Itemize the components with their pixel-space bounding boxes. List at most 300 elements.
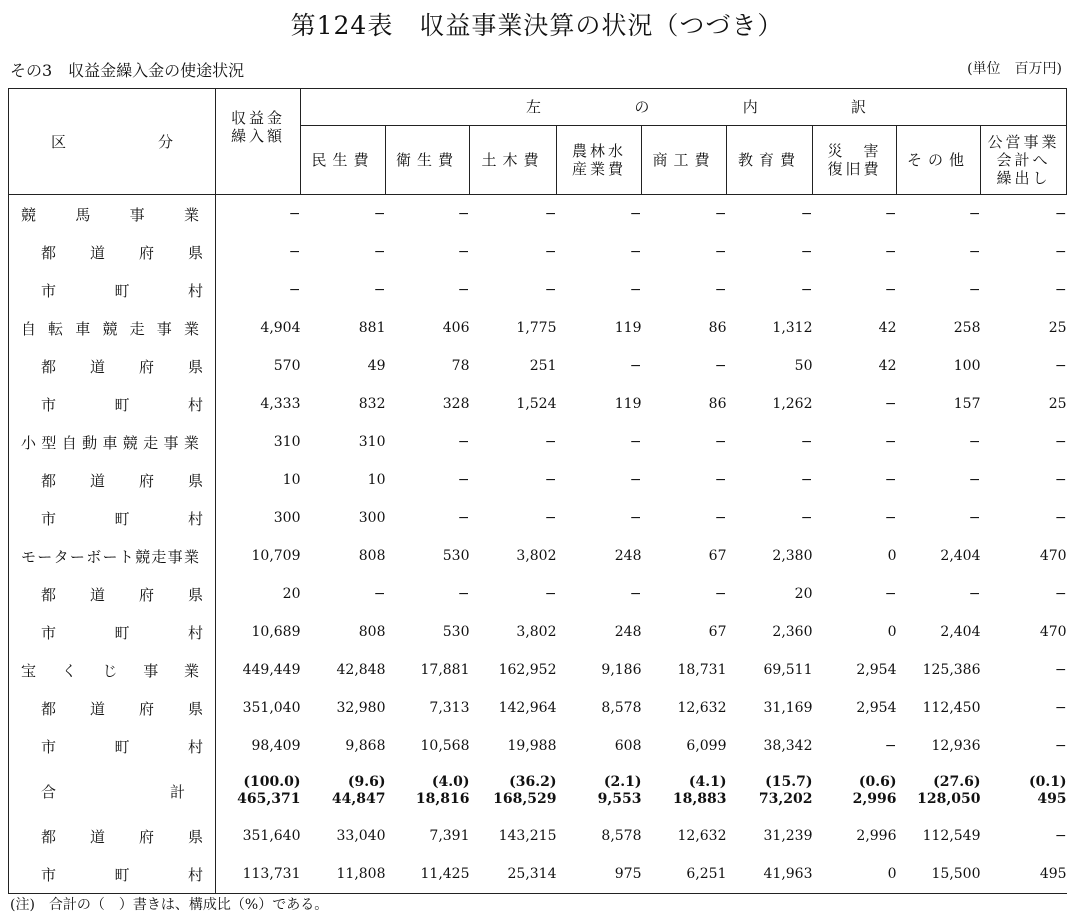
table-cell: 449,449: [242, 662, 301, 678]
table-cell: 10,568: [420, 738, 470, 754]
header-group: [301, 89, 1067, 126]
row-label-char: じ: [102, 661, 118, 680]
total-percent: (36.2): [509, 774, 557, 790]
table-cell: 12,936: [931, 738, 981, 754]
row-label-char: 小: [21, 433, 37, 452]
table-cell: −: [544, 586, 557, 602]
row-label-char: 事: [143, 661, 159, 680]
table-row: [9, 537, 1067, 575]
table-cell: 12,632: [677, 700, 727, 716]
table-cell: −: [629, 434, 642, 450]
table-cell: 0: [887, 548, 897, 564]
row-label-char: 計: [169, 782, 185, 801]
table-cell: 1,775: [516, 320, 557, 336]
row-label-char: 町: [114, 865, 130, 884]
table-cell: 975: [557, 855, 642, 894]
row-label-char: 業: [183, 433, 199, 452]
row-label-char: 自: [21, 319, 37, 338]
total-cell: [727, 765, 813, 817]
row-label-char: ボ: [86, 547, 102, 566]
table-cell: 38,342: [763, 738, 813, 754]
table-cell: −: [457, 282, 470, 298]
table-body: [9, 195, 1067, 894]
table-cell: 15,500: [897, 855, 981, 894]
table-cell: −: [1054, 206, 1067, 222]
table-cell: 86: [708, 320, 727, 336]
total-value: 73,202: [758, 791, 813, 807]
total-cell: [216, 765, 301, 817]
table-cell: −: [544, 244, 557, 260]
row-label-char: 村: [187, 395, 203, 414]
table-cell: −: [457, 586, 470, 602]
table-cell: 50: [794, 358, 813, 374]
row-label-char: 府: [138, 699, 154, 718]
table-cell: 310: [358, 434, 386, 450]
table-cell: 11,425: [386, 855, 470, 894]
column-header: [386, 126, 470, 195]
table-cell: −: [968, 472, 981, 488]
table-cell: −: [457, 510, 470, 526]
row-label-char: 県: [187, 827, 203, 846]
row-label: [9, 499, 216, 537]
table-cell: −: [714, 472, 727, 488]
table-row: [9, 575, 1067, 613]
table-cell: 3,802: [516, 624, 557, 640]
header-kubun-1: 区: [51, 132, 67, 151]
table-row: [9, 689, 1067, 727]
table-cell: −: [1054, 472, 1067, 488]
row-label-char: 道: [89, 827, 105, 846]
table-cell: −: [968, 206, 981, 222]
table-cell: −: [629, 358, 642, 374]
row-label-char: 市: [41, 623, 57, 642]
usage-table: [8, 88, 1067, 894]
table-cell: −: [884, 510, 897, 526]
table-subtitle: その3 収益金繰入金の使途状況: [10, 61, 245, 80]
table-row: [9, 727, 1067, 765]
table-row: [9, 651, 1067, 689]
column-header-line: 土木費: [481, 151, 545, 169]
table-cell: −: [373, 586, 386, 602]
total-cell: [301, 765, 386, 817]
table-row: [9, 233, 1067, 271]
table-cell: 18,731: [677, 662, 727, 678]
table-cell: −: [1054, 662, 1067, 678]
total-percent: (2.1): [603, 774, 642, 790]
row-label-char: 走: [143, 433, 159, 452]
column-header-line: 会計へ: [996, 151, 1051, 169]
row-label-char: 自: [61, 433, 77, 452]
table-cell: 31,239: [763, 828, 813, 844]
total-cell: [981, 765, 1067, 817]
row-label-char: 市: [41, 509, 57, 528]
total-value: 2,996: [852, 791, 897, 807]
table-cell: −: [1054, 358, 1067, 374]
row-label-char: 府: [138, 585, 154, 604]
table-cell: 112,549: [922, 828, 981, 844]
row-label-char: ト: [118, 547, 134, 566]
column-header-line: 復旧費: [827, 160, 882, 178]
row-label: [9, 309, 216, 347]
row-label-char: 事: [163, 433, 179, 452]
total-percent: (4.0): [431, 774, 470, 790]
table-row: [9, 461, 1067, 499]
total-row: [9, 765, 1067, 817]
table-cell: 248: [614, 624, 642, 640]
table-cell: −: [373, 282, 386, 298]
table-cell: 42: [878, 358, 897, 374]
header-syueki-1: 収益金: [230, 108, 285, 127]
row-label-char: 動: [82, 433, 98, 452]
row-label-char: 町: [114, 281, 130, 300]
row-label: [9, 537, 216, 575]
total-percent: (9.6): [347, 774, 386, 790]
column-header: [642, 126, 727, 195]
table-cell: 78: [451, 358, 470, 374]
row-label-char: 村: [187, 509, 203, 528]
column-header-line: 民生費: [311, 151, 375, 169]
row-label-char: 市: [41, 395, 57, 414]
total-cell: [557, 765, 642, 817]
table-cell: −: [629, 472, 642, 488]
table-cell: −: [544, 282, 557, 298]
column-header: [470, 126, 557, 195]
row-label-char: 事: [156, 319, 172, 338]
table-header: [9, 89, 1067, 195]
table-cell: −: [629, 282, 642, 298]
row-label-char: 道: [89, 471, 105, 490]
row-label-char: 県: [187, 243, 203, 262]
table-cell: 6,251: [642, 855, 727, 894]
table-cell: −: [288, 244, 301, 260]
row-label-char: 道: [89, 243, 105, 262]
table-cell: −: [968, 282, 981, 298]
table-cell: −: [968, 586, 981, 602]
table-row: [9, 195, 1067, 234]
table-cell: 2,996: [856, 828, 897, 844]
row-label-char: 業: [183, 661, 199, 680]
row-label: [9, 727, 216, 765]
table-cell: −: [288, 206, 301, 222]
row-label: [9, 651, 216, 689]
total-percent: (27.6): [933, 774, 981, 790]
row-label-char: 県: [187, 585, 203, 604]
table-cell: −: [714, 282, 727, 298]
table-cell: 470: [1039, 624, 1067, 640]
table-cell: 300: [273, 510, 301, 526]
table-cell: −: [457, 244, 470, 260]
table-cell: 470: [1039, 548, 1067, 564]
total-value: 9,553: [597, 791, 642, 807]
row-label-char: 道: [89, 357, 105, 376]
table-cell: 2,954: [856, 662, 897, 678]
table-cell: −: [1054, 282, 1067, 298]
table-cell: −: [714, 434, 727, 450]
total-percent: (100.0): [243, 774, 301, 790]
table-cell: 608: [614, 738, 642, 754]
table-cell: −: [1054, 586, 1067, 602]
header-group-4: 訳: [851, 98, 867, 116]
footnote: (注) 合計の（ ）書きは、構成比（%）である。: [10, 897, 329, 913]
row-label-char: く: [61, 661, 77, 680]
row-label-char: 村: [187, 623, 203, 642]
table-cell: −: [884, 206, 897, 222]
total-value: 18,816: [415, 791, 470, 807]
row-label-char: 都: [41, 827, 57, 846]
total-cell: [642, 765, 727, 817]
table-cell: 113,731: [216, 855, 301, 894]
table-cell: 881: [358, 320, 386, 336]
total-cell: [470, 765, 557, 817]
row-label: [9, 461, 216, 499]
row-label-char: 業: [183, 547, 199, 566]
table-cell: 1,524: [516, 396, 557, 412]
table-cell: 351,040: [242, 700, 301, 716]
table-cell: 1,262: [772, 396, 813, 412]
table-cell: −: [800, 434, 813, 450]
table-cell: 570: [273, 358, 301, 374]
table-row: [9, 499, 1067, 537]
table-cell: 42,848: [336, 662, 386, 678]
table-cell: 0: [813, 855, 897, 894]
table-cell: 86: [708, 396, 727, 412]
table-cell: 808: [358, 624, 386, 640]
table-cell: 25: [1048, 396, 1067, 412]
total-cell: [386, 765, 470, 817]
table-cell: −: [629, 586, 642, 602]
table-cell: 3,802: [516, 548, 557, 564]
table-row: [9, 817, 1067, 855]
table-row: [9, 613, 1067, 651]
row-label: [9, 855, 216, 894]
row-label-char: 競: [122, 433, 138, 452]
table-cell: −: [373, 206, 386, 222]
total-cell: [897, 765, 981, 817]
table-cell: −: [714, 206, 727, 222]
header-group-3: 内: [742, 98, 758, 116]
row-label-char: 府: [138, 827, 154, 846]
column-header-line: 衛生費: [395, 151, 459, 169]
column-header: [981, 126, 1067, 195]
table-cell: 251: [529, 358, 557, 374]
row-label-char: 道: [89, 585, 105, 604]
table-cell: −: [968, 244, 981, 260]
column-header-line: 繰出し: [996, 169, 1051, 187]
table-cell: −: [629, 244, 642, 260]
table-cell: −: [800, 244, 813, 260]
row-label-char: 宝: [21, 661, 37, 680]
column-header: [727, 126, 813, 195]
table-cell: −: [373, 244, 386, 260]
total-percent: (4.1): [688, 774, 727, 790]
table-cell: −: [457, 434, 470, 450]
table-cell: 0: [887, 624, 897, 640]
total-percent: (15.7): [765, 774, 813, 790]
table-cell: 119: [614, 320, 642, 336]
row-label: [9, 271, 216, 309]
row-label-char: 競: [102, 319, 118, 338]
row-label: [9, 575, 216, 613]
table-cell: 112,450: [922, 700, 981, 716]
row-label-char: 府: [138, 471, 154, 490]
column-header: [897, 126, 981, 195]
table-cell: 19,988: [507, 738, 557, 754]
header-group-2: の: [634, 98, 650, 116]
table-cell: −: [884, 472, 897, 488]
table-cell: 69,511: [763, 662, 813, 678]
table-cell: −: [544, 472, 557, 488]
row-label-char: 町: [114, 395, 130, 414]
row-label-char: 事: [129, 205, 145, 224]
row-label-char: 町: [114, 737, 130, 756]
row-label-char: 事: [167, 547, 183, 566]
table-cell: −: [800, 510, 813, 526]
table-cell: −: [544, 510, 557, 526]
row-label-char: 市: [41, 281, 57, 300]
table-cell: −: [884, 738, 897, 754]
row-label-char: タ: [53, 547, 69, 566]
row-label-char: 業: [183, 205, 199, 224]
row-label: [9, 765, 216, 817]
total-value: 495: [1037, 791, 1067, 807]
table-cell: 7,313: [429, 700, 470, 716]
table-cell: −: [629, 206, 642, 222]
header-syueki: [216, 89, 301, 195]
table-cell: 310: [273, 434, 301, 450]
row-label-char: 都: [41, 699, 57, 718]
row-label: [9, 423, 216, 461]
table-cell: 119: [614, 396, 642, 412]
table-cell: 33,040: [336, 828, 386, 844]
column-header-line: 災 害: [827, 142, 882, 160]
row-label-char: 市: [41, 737, 57, 756]
table-cell: 328: [442, 396, 470, 412]
table-cell: −: [1054, 510, 1067, 526]
table-cell: 42: [878, 320, 897, 336]
table-cell: 12,632: [677, 828, 727, 844]
total-value: 44,847: [331, 791, 386, 807]
table-cell: 258: [953, 320, 981, 336]
table-cell: 10,689: [251, 624, 301, 640]
row-label-char: 合: [41, 782, 57, 801]
column-header: [557, 126, 642, 195]
table-cell: 8,578: [601, 828, 642, 844]
total-percent: (0.6): [858, 774, 897, 790]
table-cell: −: [884, 282, 897, 298]
total-value: 128,050: [917, 791, 981, 807]
table-cell: 2,404: [940, 624, 981, 640]
table-cell: −: [968, 434, 981, 450]
table-cell: −: [1054, 738, 1067, 754]
row-label-char: 都: [41, 585, 57, 604]
table-cell: 142,964: [498, 700, 557, 716]
row-label-char: 府: [138, 243, 154, 262]
row-label-char: 走: [151, 547, 167, 566]
row-label-char: 府: [138, 357, 154, 376]
table-cell: 2,954: [856, 700, 897, 716]
table-cell: 17,881: [420, 662, 470, 678]
table-cell: 100: [953, 358, 981, 374]
table-row: [9, 309, 1067, 347]
table-cell: 2,380: [772, 548, 813, 564]
table-cell: 11,808: [301, 855, 386, 894]
table-cell: 157: [953, 396, 981, 412]
row-label: [9, 233, 216, 271]
total-cell: [813, 765, 897, 817]
table-cell: 98,409: [251, 738, 301, 754]
table-cell: 300: [358, 510, 386, 526]
row-label-char: 都: [41, 243, 57, 262]
row-label-char: 県: [187, 357, 203, 376]
table-row: [9, 855, 1067, 894]
table-cell: −: [884, 396, 897, 412]
row-label-char: ー: [102, 547, 118, 566]
table-cell: 143,215: [498, 828, 557, 844]
table-cell: 32,980: [336, 700, 386, 716]
table-cell: 406: [442, 320, 470, 336]
table-cell: 41,963: [727, 855, 813, 894]
header-group-1: 左: [526, 98, 542, 116]
table-cell: −: [714, 244, 727, 260]
table-cell: 49: [367, 358, 386, 374]
table-cell: 25: [1048, 320, 1067, 336]
row-label-char: 町: [114, 623, 130, 642]
row-label-char: 馬: [75, 205, 91, 224]
table-cell: 6,099: [686, 738, 727, 754]
table-cell: −: [968, 510, 981, 526]
table-cell: 832: [358, 396, 386, 412]
row-label-char: 町: [114, 509, 130, 528]
column-header-line: 産業費: [571, 160, 626, 178]
row-label-char: 競: [135, 547, 151, 566]
column-header: [301, 126, 386, 195]
table-cell: 4,333: [260, 396, 301, 412]
table-cell: −: [1054, 700, 1067, 716]
table-cell: 8,578: [601, 700, 642, 716]
table-cell: 25,314: [470, 855, 557, 894]
table-cell: −: [1054, 244, 1067, 260]
row-label-char: モ: [21, 547, 37, 566]
total-value: 18,883: [672, 791, 727, 807]
row-label: [9, 347, 216, 385]
header-syueki-2: 繰入額: [230, 126, 285, 145]
table-cell: −: [457, 472, 470, 488]
row-label-char: ー: [69, 547, 85, 566]
table-cell: 67: [708, 624, 727, 640]
table-cell: 31,169: [763, 700, 813, 716]
table-cell: −: [884, 244, 897, 260]
table-cell: −: [714, 510, 727, 526]
row-label: [9, 689, 216, 727]
table-row: [9, 347, 1067, 385]
column-header-line: 商工費: [652, 151, 716, 169]
table-cell: 351,640: [242, 828, 301, 844]
table-cell: 67: [708, 548, 727, 564]
table-cell: −: [1054, 828, 1067, 844]
table-row: [9, 385, 1067, 423]
row-label-char: 走: [129, 319, 145, 338]
total-percent: (0.1): [1028, 774, 1067, 790]
table-cell: −: [884, 586, 897, 602]
table-cell: 20: [794, 586, 813, 602]
column-header-line: 公営事業: [987, 133, 1060, 151]
unit-label: (単位 百万円): [967, 61, 1062, 77]
row-label: [9, 817, 216, 855]
row-label-char: 競: [21, 205, 37, 224]
table-cell: 9,868: [345, 738, 386, 754]
table-cell: 530: [442, 624, 470, 640]
table-cell: 9,186: [601, 662, 642, 678]
